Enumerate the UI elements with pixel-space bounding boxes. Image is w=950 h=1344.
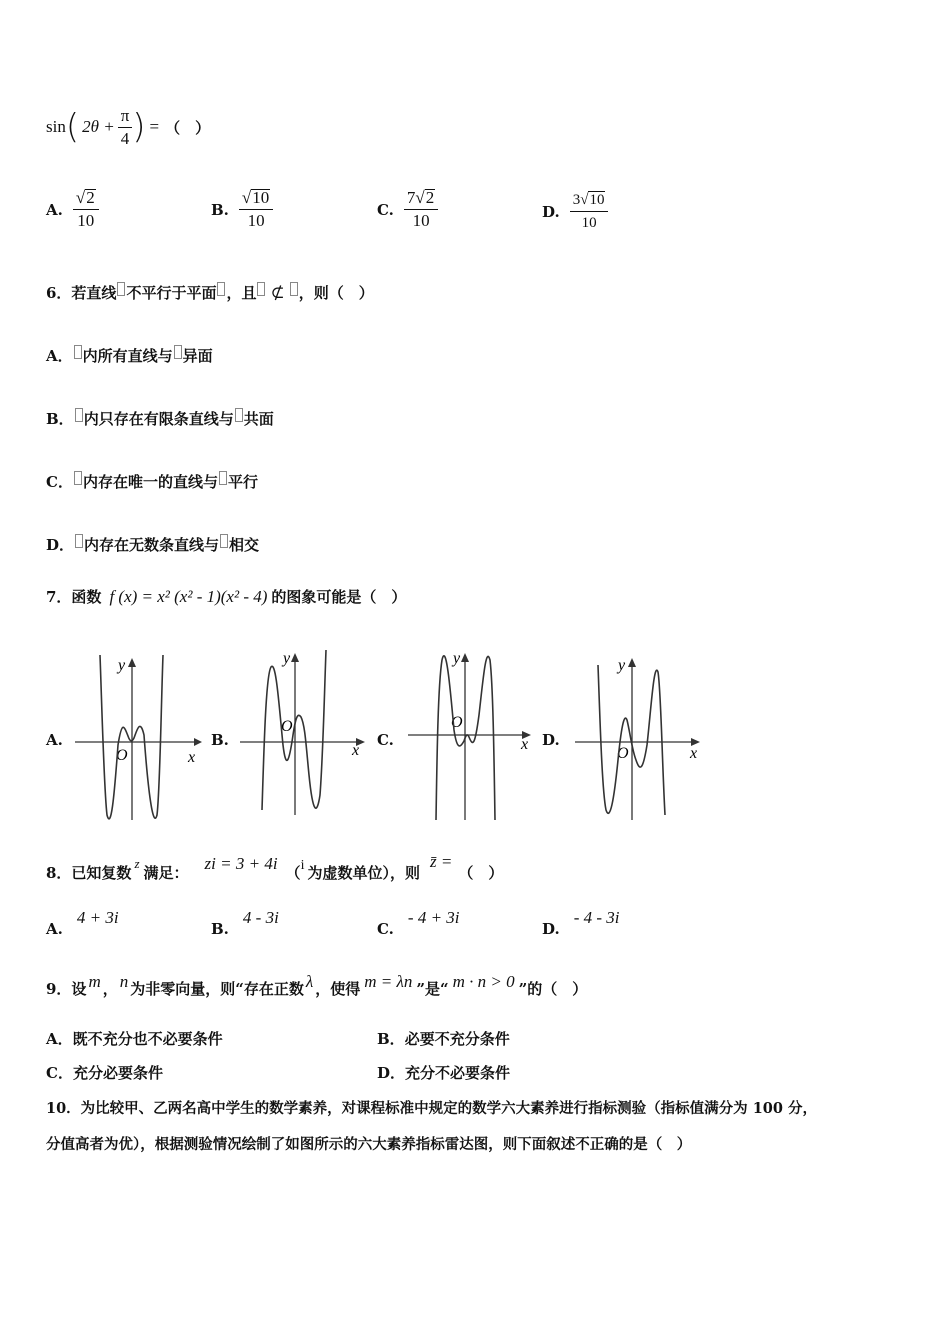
graph-b[interactable] [235,645,370,820]
q5-option-b[interactable]: B. $\frac{√10}{10}$ [211,188,273,231]
q9-option-c[interactable]: C．充分必要条件 [46,1064,163,1082]
placeholder-plane-symbol [217,282,225,296]
pi-over-four: $\frac{\pi}{4}$ [118,106,133,149]
option-d-fraction: $\frac{3√10}{10}$ [570,190,609,233]
svg-text:O: O [451,714,463,731]
svg-text:y: y [283,650,291,667]
q9-eq1: m = λn [364,972,413,991]
graph-a[interactable] [70,650,205,825]
placeholder-line-symbol [117,282,125,296]
q8-stem: 8．已知复数 z 满足： zi = 3 + 4i （ i 为虚数单位），则 z̄ = （ ） [46,852,504,882]
q8-equation: zi = 3 + 4i [204,854,278,873]
svg-text:O: O [281,718,293,735]
graph-label-c: C. [377,731,394,749]
origin-label: O [116,747,128,764]
var-i: i [300,858,305,873]
q9-eq2: m · n > 0 [452,972,515,991]
q7-formula: f (x) = x² (x² - 1)(x² - 4) [109,586,268,606]
inner-expression: 2θ + [82,117,115,136]
svg-text:y: y [453,650,461,667]
q6-option-b[interactable]: B． 内只存在有限条直线与 共面 [46,410,274,428]
q8-option-c[interactable]: C. - 4 + 3i [377,908,460,938]
svg-text:O: O [617,745,629,762]
svg-text:x: x [521,736,529,753]
q10-line-1: 10．为比较甲、乙两名高中学生的数学素养，对课程标准中规定的数学六大素养进行指标测验（指标值满分为 100 分， [46,1100,818,1117]
q10-line-2: 分值高者为优），根据测验情况绘制了如图所示的六大素养指标雷达图，则下面叙述不正确的是（ ） [46,1136,692,1153]
right-paren: ) [132,107,146,147]
y-axis-label: y [118,657,126,674]
graph-label-d: D. [542,731,560,749]
var-lambda: λ [305,972,314,991]
var-n: n [119,972,129,991]
option-b-fraction: $\frac{√10}{10}$ [239,188,273,231]
q9-option-b[interactable]: B．必要不充分条件 [377,1030,510,1048]
q5-option-d[interactable]: D. $\frac{3√10}{10}$ [542,190,608,233]
q6-option-d[interactable]: D． 内存在无数条直线与 相交 [46,536,260,554]
q9-stem: 9．设 m ， n 为非零向量，则“存在正数 λ ，使得 m = λn ”是“ m · n > 0 ”的（ ） [46,972,588,998]
svg-text:x: x [352,742,360,759]
q5-option-c[interactable]: C. $\frac{7√2}{10}$ [377,188,438,231]
q8-option-a[interactable]: A. 4 + 3i [46,908,119,938]
q9-option-d[interactable]: D．充分不必要条件 [377,1064,511,1082]
option-c-fraction: $\frac{7√2}{10}$ [404,188,438,231]
var-z: z [134,856,140,871]
graph-d[interactable] [570,650,705,825]
graph-label-a: A. [46,731,63,749]
q6-stem: 6．若直线 不平行于平面 ，且 ⊄ ，则（ ） [46,283,374,302]
left-paren: ( [65,107,80,147]
q6-option-a[interactable]: A． 内所有直线与 异面 [46,347,213,365]
q9-option-a[interactable]: A．既不充分也不必要条件 [46,1030,223,1048]
equals-sign: = [149,117,160,136]
answer-paren: （ ） [165,118,211,137]
q6-option-c[interactable]: C． 内存在唯一的直线与 平行 [46,473,258,491]
graph-label-b: B. [211,731,229,749]
z-conjugate: z̄ = [429,852,453,871]
svg-text:y: y [618,657,626,674]
x-axis-label: x [188,749,196,766]
q8-option-d[interactable]: D. - 4 - 3i [542,908,620,938]
sin-function: sin [46,117,66,136]
q5-expression [46,102,210,152]
q8-option-b[interactable]: B. 4 - 3i [211,908,279,938]
option-a-fraction: $\frac{√2}{10}$ [73,188,99,231]
q5-option-a[interactable]: A. $\frac{√2}{10}$ [46,188,99,231]
q7-stem: 7．函数 f (x) = x² (x² - 1)(x² - 4) 的图象可能是（ ） [46,586,407,606]
graph-c[interactable] [403,645,538,825]
var-m: m [88,972,101,991]
not-subset-symbol: ⊄ [270,283,285,302]
svg-text:x: x [690,745,698,762]
